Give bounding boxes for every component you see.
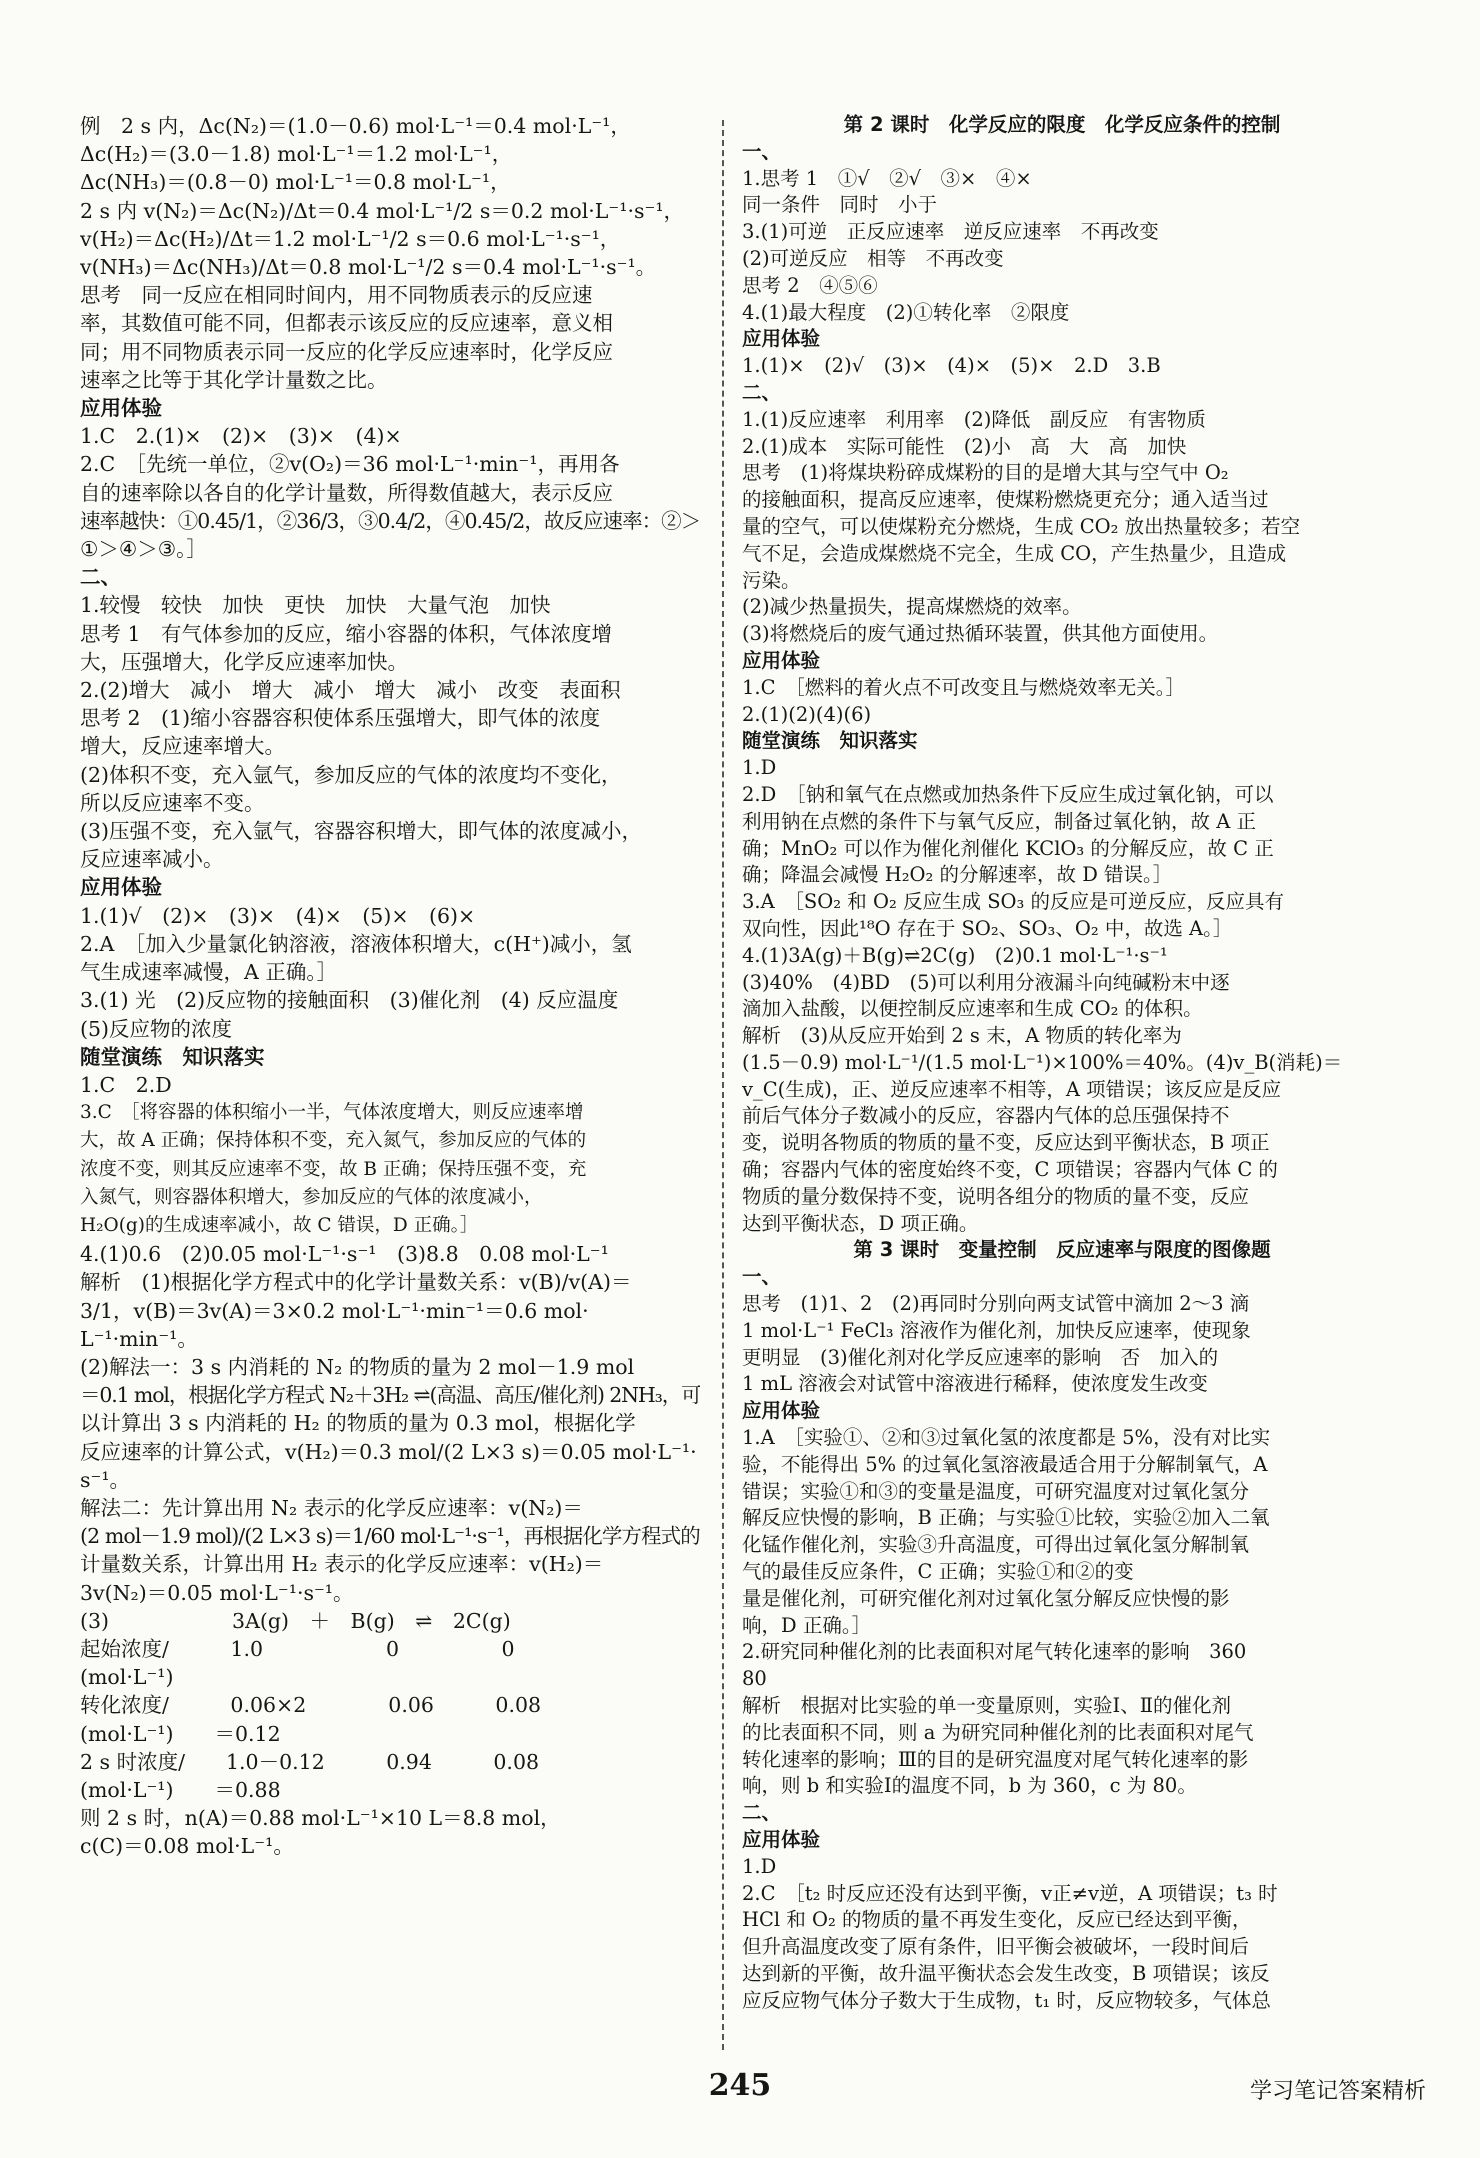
left-line: 大，压强增大，化学反应速率加快。 [80, 649, 408, 674]
left-line: 1.C 2.(1)× (2)× (3)× (4)× [80, 424, 402, 449]
left-line: (mol·L⁻¹) ＝0.88 [80, 1777, 281, 1802]
left-line: L⁻¹·min⁻¹。 [80, 1326, 198, 1351]
right-line: 双向性，因此¹⁸O 存在于 SO₂、SO₃、O₂ 中，故选 A。］ [742, 916, 1233, 940]
left-line: ＝0.1 mol，根据化学方程式 N₂＋3H₂ ⇌(高温、高压/催化剂) 2NH₃，可 [80, 1383, 700, 1408]
right-line: 1.D [742, 756, 777, 780]
left-line: 反应速率的计算公式，v(H₂)＝0.3 mol/(2 L×3 s)＝0.05 mol·L⁻¹· [80, 1439, 697, 1464]
right-line: 2.(1)成本 实际可能性 (2)小 高 大 高 加快 [742, 434, 1187, 458]
right-line: 2.研究同种催化剂的比表面积对尾气转化速率的影响 360 [742, 1640, 1247, 1664]
left-line: 1.C 2.D [80, 1072, 172, 1097]
right-line: 一、 [742, 139, 782, 163]
right-line: 4.(1)3A(g)＋B(g)⇌2C(g) (2)0.1 mol·L⁻¹·s⁻¹ [742, 943, 1168, 967]
left-line: 3v(N₂)＝0.05 mol·L⁻¹·s⁻¹。 [80, 1580, 354, 1605]
left-line: s⁻¹。 [80, 1467, 131, 1492]
right-line: 解反应快慢的影响，B 正确；与实验①比较，实验②加入二氧 [742, 1506, 1270, 1530]
left-line: 计量数关系，计算出用 H₂ 表示的化学反应速率：v(H₂)＝ [80, 1552, 604, 1577]
right-line: (1.5－0.9) mol·L⁻¹/(1.5 mol·L⁻¹)×100%＝40%。(4)v_B(消耗)＝ [742, 1050, 1343, 1074]
right-line: 2.D ［钠和氧气在点燃或加热条件下反应生成过氧化钠，可以 [742, 782, 1274, 806]
right-line: 二、 [742, 380, 782, 404]
right-line: 4.(1)最大程度 (2)①转化率 ②限度 [742, 300, 1070, 324]
right-line: (2)减少热量损失，提高煤燃烧的效率。 [742, 595, 1082, 619]
left-line: ①＞④＞③。］ [80, 537, 207, 562]
right-line: 应用体验 [742, 327, 821, 351]
right-line: 量是催化剂，可研究催化剂对过氧化氢分解反应快慢的影 [742, 1586, 1230, 1610]
left-line: 增大，反应速率增大。 [80, 734, 285, 759]
right-column [742, 112, 1382, 2015]
right-line: 1.(1)× (2)√ (3)× (4)× (5)× 2.D 3.B [742, 354, 1161, 378]
right-line: 二、 [742, 1801, 782, 1825]
right-line: 转化速率的影响；Ⅲ的目的是研究温度对尾气转化速率的影 [742, 1747, 1249, 1771]
right-line: 应反应物气体分子数大于生成物，t₁ 时，反应物较多，气体总 [742, 1988, 1271, 2012]
left-line: v(NH₃)＝Δc(NH₃)/Δt＝0.8 mol·L⁻¹/2 s＝0.4 mol·L⁻¹·s⁻¹。 [80, 255, 657, 280]
right-line: 应用体验 [742, 1828, 821, 1851]
right-line: 2.(1)(2)(4)(6) [742, 702, 872, 726]
right-line: 但升高温度改变了原有条件，旧平衡会被破坏，一段时间后 [742, 1935, 1250, 1959]
left-line: (2 mol－1.9 mol)/(2 L×3 s)＝1/60 mol·L⁻¹·s⁻¹，再根据化学方程式的 [80, 1524, 700, 1549]
left-line: 2 s 时浓度/ 1.0－0.12 0.94 0.08 [80, 1749, 540, 1774]
left-line: 转化浓度/ 0.06×2 0.06 0.08 [80, 1693, 542, 1718]
left-line: 4.(1)0.6 (2)0.05 mol·L⁻¹·s⁻¹ (3)8.8 0.08 mol·L⁻¹ [80, 1242, 609, 1267]
right-line: (2)可逆反应 相等 不再改变 [742, 246, 1004, 270]
right-line: 滴加入盐酸，以便控制反应速率和生成 CO₂ 的体积。 [742, 997, 1203, 1021]
right-line: (3)将燃烧后的废气通过热循环装置，供其他方面使用。 [742, 622, 1219, 646]
right-line: 思考 (1)将煤块粉碎成煤粉的目的是增大其与空气中 O₂ [742, 461, 1229, 485]
book-label: 学习笔记答案精析 [1249, 2079, 1426, 2104]
left-line: Δc(H₂)＝(3.0－1.8) mol·L⁻¹＝1.2 mol·L⁻¹， [80, 142, 513, 167]
left-line: 例 2 s 内，Δc(N₂)＝(1.0－0.6) mol·L⁻¹＝0.4 mol·L⁻¹， [80, 114, 631, 138]
left-line: 1.较慢 较快 加快 更快 加快 大量气泡 加快 [80, 593, 551, 618]
left-line: 速率之比等于其化学计量数之比。 [80, 367, 388, 392]
right-line: 确；容器内气体的密度始终不变，C 项错误；容器内气体 C 的 [742, 1158, 1278, 1182]
left-line: 应用体验 [80, 875, 162, 900]
right-line: 随堂演练 知识落实 [742, 729, 918, 753]
right-line: 1.思考 1 ①√ ②√ ③× ④× [742, 166, 1032, 190]
right-line: 1.A ［实验①、②和③过氧化氢的浓度都是 5%，没有对比实 [742, 1426, 1271, 1450]
right-line: 1 mol·L⁻¹ FeCl₃ 溶液作为催化剂，加快反应速率，使现象 [742, 1318, 1251, 1342]
left-line: 3/1，v(B)＝3v(A)＝3×0.2 mol·L⁻¹·min⁻¹＝0.6 mol· [80, 1298, 589, 1323]
left-line: 3.C ［将容器的体积缩小一半，气体浓度增大，则反应速率增 [80, 1102, 584, 1124]
left-line: (2)体积不变，充入氩气，参加反应的气体的浓度均不变化， [80, 762, 622, 787]
left-line: (3)压强不变，充入氩气，容器容积增大，即气体的浓度减小， [80, 819, 643, 844]
left-line: 以计算出 3 s 内消耗的 H₂ 的物质的量为 0.3 mol，根据化学 [80, 1411, 636, 1436]
right-line: 2.C ［t₂ 时反应还没有达到平衡，v正≠v逆，A 项错误；t₃ 时 [742, 1881, 1278, 1905]
left-line: (3) 3A(g) ＋ B(g) ⇌ 2C(g) [80, 1608, 511, 1633]
left-line: 随堂演练 知识落实 [80, 1044, 265, 1069]
right-line: 解析 (3)从反应开始到 2 s 末，A 物质的转化率为 [742, 1024, 1182, 1048]
left-line: 思考 1 有气体参加的反应，缩小容器的体积，气体浓度增 [80, 621, 613, 646]
right-line: 第 2 课时 化学反应的限度 化学反应条件的控制 [843, 113, 1281, 136]
left-line: 所以反应速率不变。 [80, 790, 265, 815]
left-line: 思考 2 (1)缩小容器容积使体系压强增大，即气体的浓度 [80, 706, 601, 731]
right-line: (3)40% (4)BD (5)可以利用分液漏斗向纯碱粉末中逐 [742, 970, 1230, 994]
left-line: 浓度不变，则其反应速率不变，故 B 正确；保持压强不变，充 [80, 1158, 587, 1180]
right-line: 80 [742, 1667, 767, 1691]
right-line: 达到新的平衡，故升温平衡状态会发生改变，B 项错误；该反 [742, 1961, 1270, 1985]
left-line: 自的速率除以各自的化学计量数，所得数值越大，表示反应 [80, 480, 613, 505]
right-line: 应用体验 [742, 648, 821, 672]
column-divider [722, 120, 724, 2050]
right-line: 1.(1)反应速率 利用率 (2)降低 副反应 有害物质 [742, 407, 1206, 431]
right-line: 1 mL 溶液会对试管中溶液进行稀释，使浓度发生改变 [742, 1372, 1208, 1396]
right-line: 更明显 (3)催化剂对化学反应速率的影响 否 加入的 [742, 1345, 1219, 1369]
left-line: 入氮气，则容器体积增大，参加反应的气体的浓度减小， [80, 1186, 543, 1208]
right-line: 化锰作催化剂，实验③升高温度，可得出过氧化氢分解制氧 [742, 1533, 1250, 1557]
left-line: 同；用不同物质表示同一反应的化学反应速率时，化学反应 [80, 339, 613, 364]
left-line: v(H₂)＝Δc(H₂)/Δt＝1.2 mol·L⁻¹/2 s＝0.6 mol·L⁻¹·s⁻¹， [80, 226, 621, 251]
right-line: v_C(生成)，正、逆反应速率不相等，A 项错误；该反应是反应 [742, 1077, 1282, 1101]
left-line: 应用体验 [80, 396, 162, 421]
right-line: 利用钠在点燃的条件下与氧气反应，制备过氧化钠，故 A 正 [742, 809, 1256, 833]
right-line: 的接触面积，提高反应速率，使煤粉燃烧更充分；通入适当过 [742, 488, 1269, 512]
right-line: 一、 [742, 1265, 782, 1289]
left-line: 二、 [80, 565, 121, 590]
right-line: 气的最佳反应条件，C 正确；实验①和②的变 [742, 1560, 1134, 1584]
right-line: 思考 2 ④⑤⑥ [742, 273, 878, 297]
right-line: 污染。 [742, 568, 801, 592]
left-line: (mol·L⁻¹) [80, 1665, 174, 1690]
right-line: 思考 (1)1、2 (2)再同时分别向两支试管中滴加 2～3 滴 [742, 1292, 1250, 1316]
right-line: 的比表面积不同，则 a 为研究同种催化剂的比表面积对尾气 [742, 1720, 1254, 1744]
right-line: 第 3 课时 变量控制 反应速率与限度的图像题 [853, 1238, 1271, 1262]
left-line: 则 2 s 时，n(A)＝0.88 mol·L⁻¹×10 L＝8.8 mol， [80, 1806, 561, 1831]
left-line: (5)反应物的浓度 [80, 1016, 233, 1041]
left-line: 1.(1)√ (2)× (3)× (4)× (5)× (6)× [80, 903, 476, 928]
right-line: 3.A ［SO₂ 和 O₂ 反应生成 SO₃ 的反应是可逆反应，反应具有 [742, 890, 1285, 914]
right-line: 达到平衡状态，D 项正确。 [742, 1211, 979, 1235]
right-line: 1.C ［燃料的着火点不可改变且与燃烧效率无关。］ [742, 675, 1186, 699]
left-line: 2.C ［先统一单位，②v(O₂)＝36 mol·L⁻¹·min⁻¹，再用各 [80, 452, 620, 477]
right-line: 1.D [742, 1854, 777, 1878]
right-line: 前后气体分子数减小的反应，容器内气体的总压强保持不 [742, 1104, 1230, 1128]
left-line: 2 s 内 v(N₂)＝Δc(N₂)/Δt＝0.4 mol·L⁻¹/2 s＝0.2 mol·L⁻¹·s⁻¹， [80, 198, 685, 223]
right-line: 应用体验 [742, 1399, 821, 1423]
right-line: 同一条件 同时 小于 [742, 193, 938, 217]
right-line: 物质的量分数保持不变，说明各组分的物质的量不变，反应 [742, 1184, 1250, 1208]
left-line: Δc(NH₃)＝(0.8－0) mol·L⁻¹＝0.8 mol·L⁻¹， [80, 170, 511, 195]
left-line: 大，故 A 正确；保持体积不变，充入氮气，参加反应的气体的 [80, 1130, 587, 1152]
right-line: 解析 根据对比实验的单一变量原则，实验Ⅰ、Ⅱ的催化剂 [742, 1694, 1231, 1718]
right-line: 量的空气，可以使煤粉充分燃烧，生成 CO₂ 放出热量较多；若空 [742, 514, 1301, 538]
right-line: 错误；实验①和③的变量是温度，可研究温度对过氧化氢分 [742, 1479, 1250, 1503]
right-line: 验，不能得出 5% 的过氧化氢溶液最适合用于分解制氧气，A [742, 1452, 1268, 1476]
left-line: 解析 (1)根据化学方程式中的化学计量数关系：v(B)/v(A)＝ [80, 1270, 632, 1295]
left-line: 2.(2)增大 减小 增大 减小 增大 减小 改变 表面积 [80, 678, 621, 703]
page-number: 245 [708, 2068, 772, 2103]
right-line: 确；MnO₂ 可以作为催化剂催化 KClO₃ 的分解反应，故 C 正 [742, 836, 1274, 860]
left-line: c(C)＝0.08 mol·L⁻¹。 [80, 1834, 294, 1859]
left-line: 思考 同一反应在相同时间内，用不同物质表示的反应速 [80, 283, 593, 308]
left-line: (2)解法一：3 s 内消耗的 N₂ 的物质的量为 2 mol－1.9 mol [80, 1354, 635, 1379]
right-line: HCl 和 O₂ 的物质的量不再发生变化，反应已经达到平衡， [742, 1908, 1252, 1932]
right-line: 气不足，会造成煤燃烧不完全，生成 CO，产生热量少，且造成 [742, 541, 1287, 565]
left-line: 3.(1) 光 (2)反应物的接触面积 (3)催化剂 (4) 反应温度 [80, 988, 619, 1013]
right-line: 响，D 正确。］ [742, 1613, 872, 1637]
left-line: 解法二：先计算出用 N₂ 表示的化学反应速率：v(N₂)＝ [80, 1495, 583, 1520]
right-line: 确；降温会减慢 H₂O₂ 的分解速率，故 D 错误。］ [742, 863, 1173, 887]
left-line: 气生成速率减慢，A 正确。］ [80, 960, 338, 985]
left-line: 起始浓度/ 1.0 0 0 [80, 1636, 515, 1661]
right-line: 变，说明各物质的物质的量不变，反应达到平衡状态，B 项正 [742, 1131, 1270, 1155]
left-line: H₂O(g)的生成速率减小，故 C 错误，D 正确。］ [80, 1214, 479, 1236]
left-column [80, 112, 700, 1861]
right-line: 3.(1)可逆 正反应速率 逆反应速率 不再改变 [742, 220, 1159, 244]
left-line: 反应速率减小。 [80, 847, 224, 872]
left-line: 速率越快：①0.45/1，②36/3，③0.4/2，④0.45/2，故反应速率：②＞ [80, 508, 700, 533]
left-line: (mol·L⁻¹) ＝0.12 [80, 1721, 281, 1746]
right-line: 响，则 b 和实验Ⅰ的温度不同，b 为 360，c 为 80。 [742, 1774, 1197, 1798]
left-line: 率，其数值可能不同，但都表示该反应的反应速率，意义相 [80, 311, 613, 336]
left-line: 2.A ［加入少量氯化钠溶液，溶液体积增大，c(H⁺)减小，氢 [80, 931, 632, 956]
